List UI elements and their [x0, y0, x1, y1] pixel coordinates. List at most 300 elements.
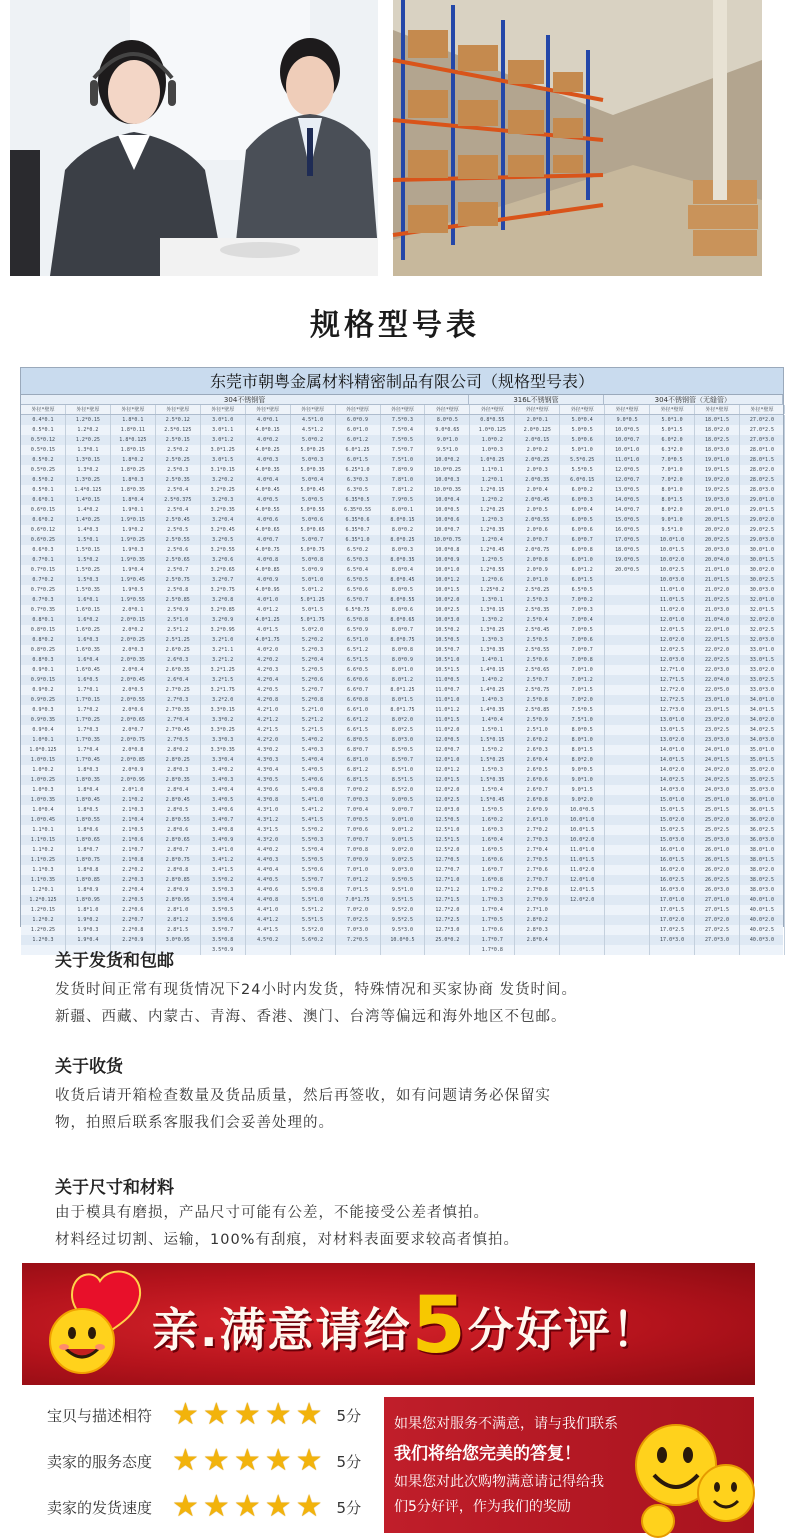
spec-cell: 1.5*0.2 — [66, 555, 111, 565]
spec-cell: 4.3*0.4 — [246, 765, 291, 775]
spec-cell — [425, 945, 470, 955]
spec-cell: 7.0*0.3 — [560, 605, 605, 615]
spec-cell: 2.0*0.15 — [515, 435, 560, 445]
spec-cell: 6.0*1.2 — [336, 435, 381, 445]
spec-cell: 27.0*1.0 — [695, 895, 740, 905]
spec-cell — [560, 915, 605, 925]
spec-cell: 13.0*0.5 — [605, 485, 650, 495]
spec-cell: 1.0*0.1 — [21, 735, 66, 745]
spec-cell: 3.4*0.9 — [201, 835, 246, 845]
star-icon: ★ — [233, 1397, 261, 1432]
spec-cell: 1.3*0.3 — [470, 635, 515, 645]
spec-cell: 2.5*0.45 — [156, 515, 201, 525]
spec-row — [21, 785, 783, 795]
spec-cell: 1.9*0.3 — [66, 925, 111, 935]
spec-cell: 23.0*2.0 — [695, 715, 740, 725]
spec-cell: 2.6*0.35 — [156, 665, 201, 675]
spec-cell: 1.9*0.4 — [66, 935, 111, 945]
spec-cell: 7.0*2.0 — [560, 695, 605, 705]
spec-cell: 7.5*1.0 — [560, 715, 605, 725]
spec-cell: 5.0*1.75 — [291, 615, 336, 625]
spec-cell: 10.0*1.5 — [650, 545, 695, 555]
spec-cell: 2.7*0.8 — [515, 885, 560, 895]
spec-cell: 1.9*0.45 — [111, 575, 156, 585]
spec-cell: 2.7*0.9 — [515, 895, 560, 905]
spec-cell: 2.7*0.7 — [515, 875, 560, 885]
spec-cell: 3.3*0.4 — [201, 755, 246, 765]
shipping-heading: 关于发货和包邮 — [55, 951, 174, 971]
rating-label: 卖家的服务态度 — [47, 1452, 153, 1471]
spec-cell — [605, 945, 650, 955]
spec-cell: 14.0*0.7 — [605, 505, 650, 515]
warehouse-illustration — [393, 0, 762, 276]
spec-cell: 3.2*1.0 — [201, 635, 246, 645]
spec-cell: 1.6*0.4 — [470, 835, 515, 845]
spec-cell: 0.6*0.1 — [21, 495, 66, 505]
spec-cell: 5.0*0.2 — [291, 435, 336, 445]
spec-cell: 35.0*3.0 — [740, 785, 785, 795]
spec-cell: 3.2*2.0 — [201, 695, 246, 705]
spec-cell: 4.0*1.5 — [246, 625, 291, 635]
spec-cell: 16.0*2.0 — [650, 865, 695, 875]
spec-cell — [605, 915, 650, 925]
banner-text-before: 亲.满意请给 — [152, 1303, 412, 1357]
spec-cell: 3.3*0.35 — [201, 745, 246, 755]
spec-cell: 4.0*0.45 — [246, 485, 291, 495]
spec-cell: 8.5*1.0 — [381, 765, 426, 775]
spec-cell: 19.0*0.5 — [605, 555, 650, 565]
spec-cell — [605, 775, 650, 785]
spec-cell: 3.4*1.0 — [201, 845, 246, 855]
spec-cell: 2.5*0.6 — [156, 545, 201, 555]
spec-cell: 21.0*2.0 — [695, 585, 740, 595]
spec-cell: 1.3*0.1 — [66, 445, 111, 455]
spec-cell: 9.5*1.0 — [381, 885, 426, 895]
spec-cell: 10.0*0.4 — [425, 495, 470, 505]
spec-cell: 32.0*1.5 — [740, 605, 785, 615]
spec-cell: 3.3*0.25 — [201, 725, 246, 735]
spec-cell: 0.5*0.1 — [21, 425, 66, 435]
spec-cell: 2.5*0.12 — [156, 415, 201, 425]
spec-cell: 20.0*3.0 — [695, 545, 740, 555]
spec-cell: 2.2*0.8 — [111, 925, 156, 935]
spec-cell: 2.2*0.5 — [111, 895, 156, 905]
spec-cell: 24.0*1.5 — [695, 755, 740, 765]
spec-cell: 4.3*0.3 — [246, 755, 291, 765]
spec-cell: 22.0*1.5 — [695, 635, 740, 645]
spec-cell: 34.0*3.0 — [740, 735, 785, 745]
spec-cell: 1.1*0.2 — [21, 845, 66, 855]
spec-cell: 21.0*2.5 — [695, 595, 740, 605]
spec-cell: 10.0*3.0 — [425, 615, 470, 625]
spec-cell: 4.3*1.2 — [246, 815, 291, 825]
spec-row — [21, 915, 783, 925]
spec-cell: 5.0*1.25 — [291, 595, 336, 605]
spec-cell: 2.5*0.35 — [515, 605, 560, 615]
spec-cell: 32.0*3.0 — [740, 635, 785, 645]
spec-cell: 1.8*0.4 — [66, 785, 111, 795]
rating-stars — [172, 1489, 323, 1524]
spec-cell: 16.0*0.5 — [605, 525, 650, 535]
spec-cell: 2.7*0.3 — [156, 695, 201, 705]
spec-cell: 1.8*0.7 — [66, 845, 111, 855]
spec-cell: 1.2*0.15 — [66, 415, 111, 425]
spec-cell: 1.0*0.2 — [21, 765, 66, 775]
rating-label: 宝贝与描述相符 — [47, 1406, 153, 1425]
spec-cell: 3.2*0.5 — [201, 535, 246, 545]
promo-box — [384, 1397, 754, 1533]
spec-cell: 25.0*0.2 — [425, 935, 470, 945]
spec-cell: 2.0*0.2 — [111, 625, 156, 635]
spec-cell: 1.2*0.6 — [470, 575, 515, 585]
spec-group-row — [21, 395, 783, 405]
spec-cell: 35.0*1.5 — [740, 755, 785, 765]
spec-row — [21, 895, 783, 905]
spec-cell: 12.7*0.7 — [425, 865, 470, 875]
spec-cell: 3.3*0.15 — [201, 705, 246, 715]
spec-cell: 4.0*0.5 — [246, 495, 291, 505]
spec-cell: 1.0*0.125 — [470, 425, 515, 435]
spec-cell: 10.0*0.3 — [425, 475, 470, 485]
spec-cell: 1.2*0.15 — [470, 485, 515, 495]
spec-cell: 36.0*3.0 — [740, 835, 785, 845]
spec-cell — [605, 695, 650, 705]
spec-cell: 2.1*0.7 — [111, 845, 156, 855]
spec-column-header: 外径*壁厚 — [381, 405, 426, 414]
spec-cell: 1.5*0.15 — [66, 545, 111, 555]
spec-cell: 0.8*0.1 — [21, 615, 66, 625]
spec-row — [21, 775, 783, 785]
spec-cell: 17.0*1.5 — [650, 905, 695, 915]
spec-cell: 6.0*0.8 — [560, 545, 605, 555]
spec-cell: 1.4*0.25 — [470, 685, 515, 695]
spec-cell: 2.5*0.6 — [515, 655, 560, 665]
spec-cell — [605, 665, 650, 675]
spec-cell: 1.7*0.3 — [66, 725, 111, 735]
spec-row — [21, 525, 783, 535]
spec-cell: 11.0*2.0 — [560, 865, 605, 875]
spec-cell: 5.0*0.35 — [291, 465, 336, 475]
spec-cell: 12.0*3.0 — [650, 655, 695, 665]
spec-cell: 15.0*2.5 — [650, 825, 695, 835]
spec-cell: 4.0*0.55 — [246, 505, 291, 515]
spec-cell: 9.0*3.0 — [381, 865, 426, 875]
spec-cell: 5.0*0.25 — [291, 445, 336, 455]
spec-cell: 1.3*0.25 — [66, 475, 111, 485]
page-title: 规格型号表 — [310, 308, 480, 343]
spec-row — [21, 675, 783, 685]
receiving-text — [55, 1083, 705, 1137]
spec-cell: 6.0*2.0 — [650, 435, 695, 445]
spec-cell: 2.5*0.3 — [515, 595, 560, 605]
spec-cell — [605, 705, 650, 715]
spec-cell: 1.2*0.2 — [470, 495, 515, 505]
spec-cell: 2.8*0.2 — [156, 745, 201, 755]
spec-cell: 4.0*0.7 — [246, 535, 291, 545]
spec-cell: 1.7*0.1 — [66, 685, 111, 695]
spec-cell: 7.5*0.5 — [381, 435, 426, 445]
spec-cell: 1.0*0.2 — [470, 435, 515, 445]
spec-cell: 2.7*0.5 — [156, 735, 201, 745]
spec-cell: 5.4*0.4 — [291, 755, 336, 765]
spec-cell: 27.0*3.0 — [695, 935, 740, 945]
spec-cell: 4.3*0.5 — [246, 775, 291, 785]
spec-cell: 10.0*2.0 — [425, 595, 470, 605]
spec-cell: 9.0*1.0 — [650, 515, 695, 525]
spec-cell: 2.0*0.6 — [111, 705, 156, 715]
spec-row — [21, 825, 783, 835]
spec-cell: 3.4*1.2 — [201, 855, 246, 865]
spec-cell: 3.2*0.25 — [201, 485, 246, 495]
spec-cell: 2.0*0.55 — [111, 695, 156, 705]
spec-column-header: 外径*壁厚 — [740, 405, 785, 414]
spec-cell: 2.5*0.125 — [156, 425, 201, 435]
spec-cell: 2.0*0.8 — [515, 555, 560, 565]
spec-cell: 1.5*0.1 — [66, 535, 111, 545]
spec-cell: 10.5*1.0 — [425, 655, 470, 665]
spec-cell: 16.0*2.5 — [650, 875, 695, 885]
spec-cell: 3.0*1.2 — [201, 435, 246, 445]
spec-cell: 2.8*0.3 — [156, 765, 201, 775]
spec-cell: 5.4*0.3 — [291, 745, 336, 755]
spec-cell: 1.7*0.15 — [66, 695, 111, 705]
spec-cell: 6.0*1.5 — [336, 455, 381, 465]
spec-cell: 7.8*0.9 — [381, 465, 426, 475]
spec-cell: 1.0*0.3 — [470, 445, 515, 455]
spec-cell: 6.0*1.0 — [336, 425, 381, 435]
spec-cell: 2.8*0.75 — [156, 855, 201, 865]
spec-cell: 1.5*0.4 — [470, 785, 515, 795]
spec-cell: 5.0*0.4 — [291, 475, 336, 485]
spec-cell: 2.5*1.2 — [156, 625, 201, 635]
spec-cell: 1.7*0.3 — [470, 895, 515, 905]
spec-cell — [291, 945, 336, 955]
spec-cell — [605, 765, 650, 775]
spec-cell: 2.8*1.2 — [156, 915, 201, 925]
spec-cell: 2.5*0.55 — [156, 535, 201, 545]
spec-cell: 8.0*0.25 — [381, 535, 426, 545]
spec-cell: 3.5*0.7 — [201, 925, 246, 935]
spec-cell: 33.0*2.5 — [740, 675, 785, 685]
spec-cell: 8.0*1.75 — [381, 705, 426, 715]
ratings-panel — [22, 1395, 382, 1535]
spec-cell: 7.0*0.6 — [560, 635, 605, 645]
spec-cell: 7.0*0.4 — [336, 805, 381, 815]
star-icon: ★ — [264, 1443, 292, 1478]
spec-group-header: 316L不锈钢管 — [469, 395, 603, 404]
spec-cell: 4.0*1.0 — [246, 595, 291, 605]
star-icon: ★ — [233, 1489, 261, 1524]
spec-cell: 1.0*0.25 — [21, 775, 66, 785]
spec-cell: 1.0*0.4 — [21, 805, 66, 815]
spec-row — [21, 635, 783, 645]
spec-cell: 12.7*2.5 — [425, 915, 470, 925]
spec-column-header: 外径*壁厚 — [201, 405, 246, 414]
spec-cell: 4.0*0.6 — [246, 515, 291, 525]
spec-cell: 2.5*0.3 — [156, 465, 201, 475]
spec-cell: 2.7*0.35 — [156, 705, 201, 715]
spec-cell: 19.0*2.5 — [695, 485, 740, 495]
size-material-heading: 关于尺寸和材料 — [55, 1178, 174, 1198]
spec-cell: 3.2*1.1 — [201, 645, 246, 655]
spec-cell: 1.9*0.35 — [111, 555, 156, 565]
spec-cell: 3.2*0.3 — [201, 495, 246, 505]
spec-cell: 6.5*0.2 — [336, 545, 381, 555]
spec-cell: 11.0*1.5 — [650, 595, 695, 605]
spec-cell: 5.0*0.5 — [291, 495, 336, 505]
spec-cell: 1.1*0.3 — [21, 865, 66, 875]
spec-cell: 1.8*0.15 — [111, 445, 156, 455]
spec-cell: 2.7*0.25 — [156, 685, 201, 695]
spec-cell — [605, 815, 650, 825]
spec-cell: 0.5*0.1 — [21, 485, 66, 495]
spec-cell: 2.5*0.7 — [515, 675, 560, 685]
spec-cell: 5.4*1.0 — [291, 795, 336, 805]
spec-cell: 1.8*0.95 — [66, 895, 111, 905]
spec-cell: 23.0*1.5 — [695, 705, 740, 715]
spec-cell: 2.2*0.6 — [111, 905, 156, 915]
spec-cell — [515, 945, 560, 955]
spec-cell: 1.2*0.3 — [470, 515, 515, 525]
spec-row — [21, 575, 783, 585]
spec-cell: 10.0*2.5 — [425, 605, 470, 615]
spec-cell: 2.5*0.5 — [515, 635, 560, 645]
spec-cell: 2.0*0.125 — [515, 425, 560, 435]
spec-cell: 12.5*1.0 — [425, 825, 470, 835]
spec-cell — [695, 945, 740, 955]
spec-cell: 1.8*0.3 — [66, 765, 111, 775]
spec-cell: 8.5*2.0 — [381, 785, 426, 795]
spec-cell: 10.0*2.0 — [560, 835, 605, 845]
spec-cell: 10.0*1.5 — [560, 825, 605, 835]
spec-cell: 12.0*2.0 — [560, 895, 605, 905]
spec-cell: 4.0*0.35 — [246, 465, 291, 475]
spec-cell: 8.0*3.0 — [381, 735, 426, 745]
spec-cell: 2.0*0.25 — [515, 455, 560, 465]
spec-cell: 9.0*1.0 — [381, 815, 426, 825]
spec-cell: 21.0*3.0 — [695, 605, 740, 615]
spec-cell: 4.5*0.2 — [246, 935, 291, 945]
spec-cell: 1.8*0.35 — [66, 775, 111, 785]
spec-cell: 6.25*1.0 — [336, 465, 381, 475]
spec-cell: 2.8*0.5 — [156, 805, 201, 815]
spec-cell: 21.0*1.0 — [695, 565, 740, 575]
spec-cell: 1.5*0.3 — [470, 765, 515, 775]
spec-cell: 1.3*0.25 — [470, 625, 515, 635]
spec-cell: 9.0*0.5 — [381, 795, 426, 805]
spec-column-header: 外径*壁厚 — [246, 405, 291, 414]
spec-cell: 2.0*0.75 — [111, 735, 156, 745]
spec-cell: 8.0*0.7 — [381, 625, 426, 635]
spec-cell: 16.0*1.0 — [650, 845, 695, 855]
spec-cell: 1.7*0.35 — [66, 735, 111, 745]
spec-cell: 1.8*0.8 — [66, 865, 111, 875]
spec-cell: 2.0*0.65 — [111, 715, 156, 725]
spec-cell: 1.8*0.85 — [66, 875, 111, 885]
spec-cell: 0.5*0.25 — [21, 465, 66, 475]
spec-cell: 10.5*0.5 — [425, 635, 470, 645]
spec-cell: 3.4*0.7 — [201, 815, 246, 825]
spec-cell: 11.0*1.0 — [425, 695, 470, 705]
spec-cell: 0.9*0.1 — [21, 665, 66, 675]
spec-cell: 8.0*0.4 — [381, 565, 426, 575]
spec-row — [21, 935, 783, 945]
spec-cell: 2.5*0.4 — [156, 505, 201, 515]
spec-cell: 27.0*3.0 — [740, 435, 785, 445]
spec-cell: 8.0*0.5 — [560, 725, 605, 735]
spec-cell: 3.0*1.5 — [201, 455, 246, 465]
spec-cell — [605, 835, 650, 845]
spec-cell: 12.7*1.2 — [425, 885, 470, 895]
praise-banner — [22, 1263, 755, 1385]
spec-cell: 0.5*0.2 — [21, 475, 66, 485]
spec-cell: 4.0*0.9 — [246, 575, 291, 585]
spec-cell: 6.6*1.5 — [336, 725, 381, 735]
spec-cell — [605, 755, 650, 765]
spec-cell: 1.3*0.15 — [470, 605, 515, 615]
spec-cell — [605, 805, 650, 815]
spec-cell: 1.2*0.25 — [21, 925, 66, 935]
spec-cell — [605, 895, 650, 905]
spec-cell: 29.0*1.5 — [740, 505, 785, 515]
spec-cell: 4.4*1.2 — [246, 915, 291, 925]
spec-cell — [605, 725, 650, 735]
spec-cell — [605, 745, 650, 755]
spec-cell: 27.0*2.5 — [695, 925, 740, 935]
spec-cell: 2.7*0.4 — [515, 845, 560, 855]
spec-cell: 7.9*0.5 — [381, 495, 426, 505]
spec-cell: 11.0*2.0 — [650, 605, 695, 615]
spec-cell: 3.2*1.2 — [201, 655, 246, 665]
spec-cell: 12.0*1.5 — [425, 775, 470, 785]
spec-row — [21, 665, 783, 675]
spec-row — [21, 655, 783, 665]
spec-cell: 4.0*0.1 — [246, 415, 291, 425]
spec-cell: 30.0*3.0 — [740, 585, 785, 595]
spec-cell: 4.0*0.3 — [246, 455, 291, 465]
spec-cell: 9.5*1.0 — [650, 525, 695, 535]
spec-cell: 1.6*0.25 — [66, 625, 111, 635]
spec-cell: 13.0*1.0 — [650, 715, 695, 725]
spec-column-header: 外径*壁厚 — [425, 405, 470, 414]
spec-cell: 4.0*0.4 — [246, 475, 291, 485]
spec-cell: 7.8*1.0 — [381, 475, 426, 485]
spec-row — [21, 415, 783, 425]
spec-cell: 1.8*0.5 — [66, 805, 111, 815]
spec-cell: 2.0*0.15 — [111, 615, 156, 625]
spec-cell: 0.7*0.2 — [21, 575, 66, 585]
spec-cell: 2.0*0.35 — [111, 655, 156, 665]
spec-cell: 1.8*0.25 — [111, 465, 156, 475]
receiving-line-2: 物，拍照后联系客服我们会妥善处理的。 — [55, 1115, 334, 1131]
spec-cell: 1.9*0.4 — [111, 565, 156, 575]
spec-cell: 9.0*2.0 — [381, 845, 426, 855]
receiving-line-1: 收货后请开箱检查数量及货品质量，然后再签收，如有问题请务必保留实 — [55, 1088, 551, 1104]
spec-cell: 2.5*1.0 — [515, 725, 560, 735]
spec-cell: 2.6*0.3 — [156, 655, 201, 665]
spec-cell: 18.0*0.5 — [605, 545, 650, 555]
spec-cell: 12.7*2.5 — [650, 695, 695, 705]
star-icon: ★ — [264, 1489, 292, 1524]
spec-cell: 10.0*0.7 — [425, 525, 470, 535]
spec-cell: 4.0*1.25 — [246, 615, 291, 625]
spec-cell: 5.0*1.0 — [650, 415, 695, 425]
spec-row — [21, 455, 783, 465]
spec-cell: 5.4*1.5 — [291, 815, 336, 825]
spec-column-header: 外径*壁厚 — [515, 405, 560, 414]
spec-cell: 5.0*1.0 — [291, 575, 336, 585]
spec-cell: 2.8*0.45 — [156, 795, 201, 805]
